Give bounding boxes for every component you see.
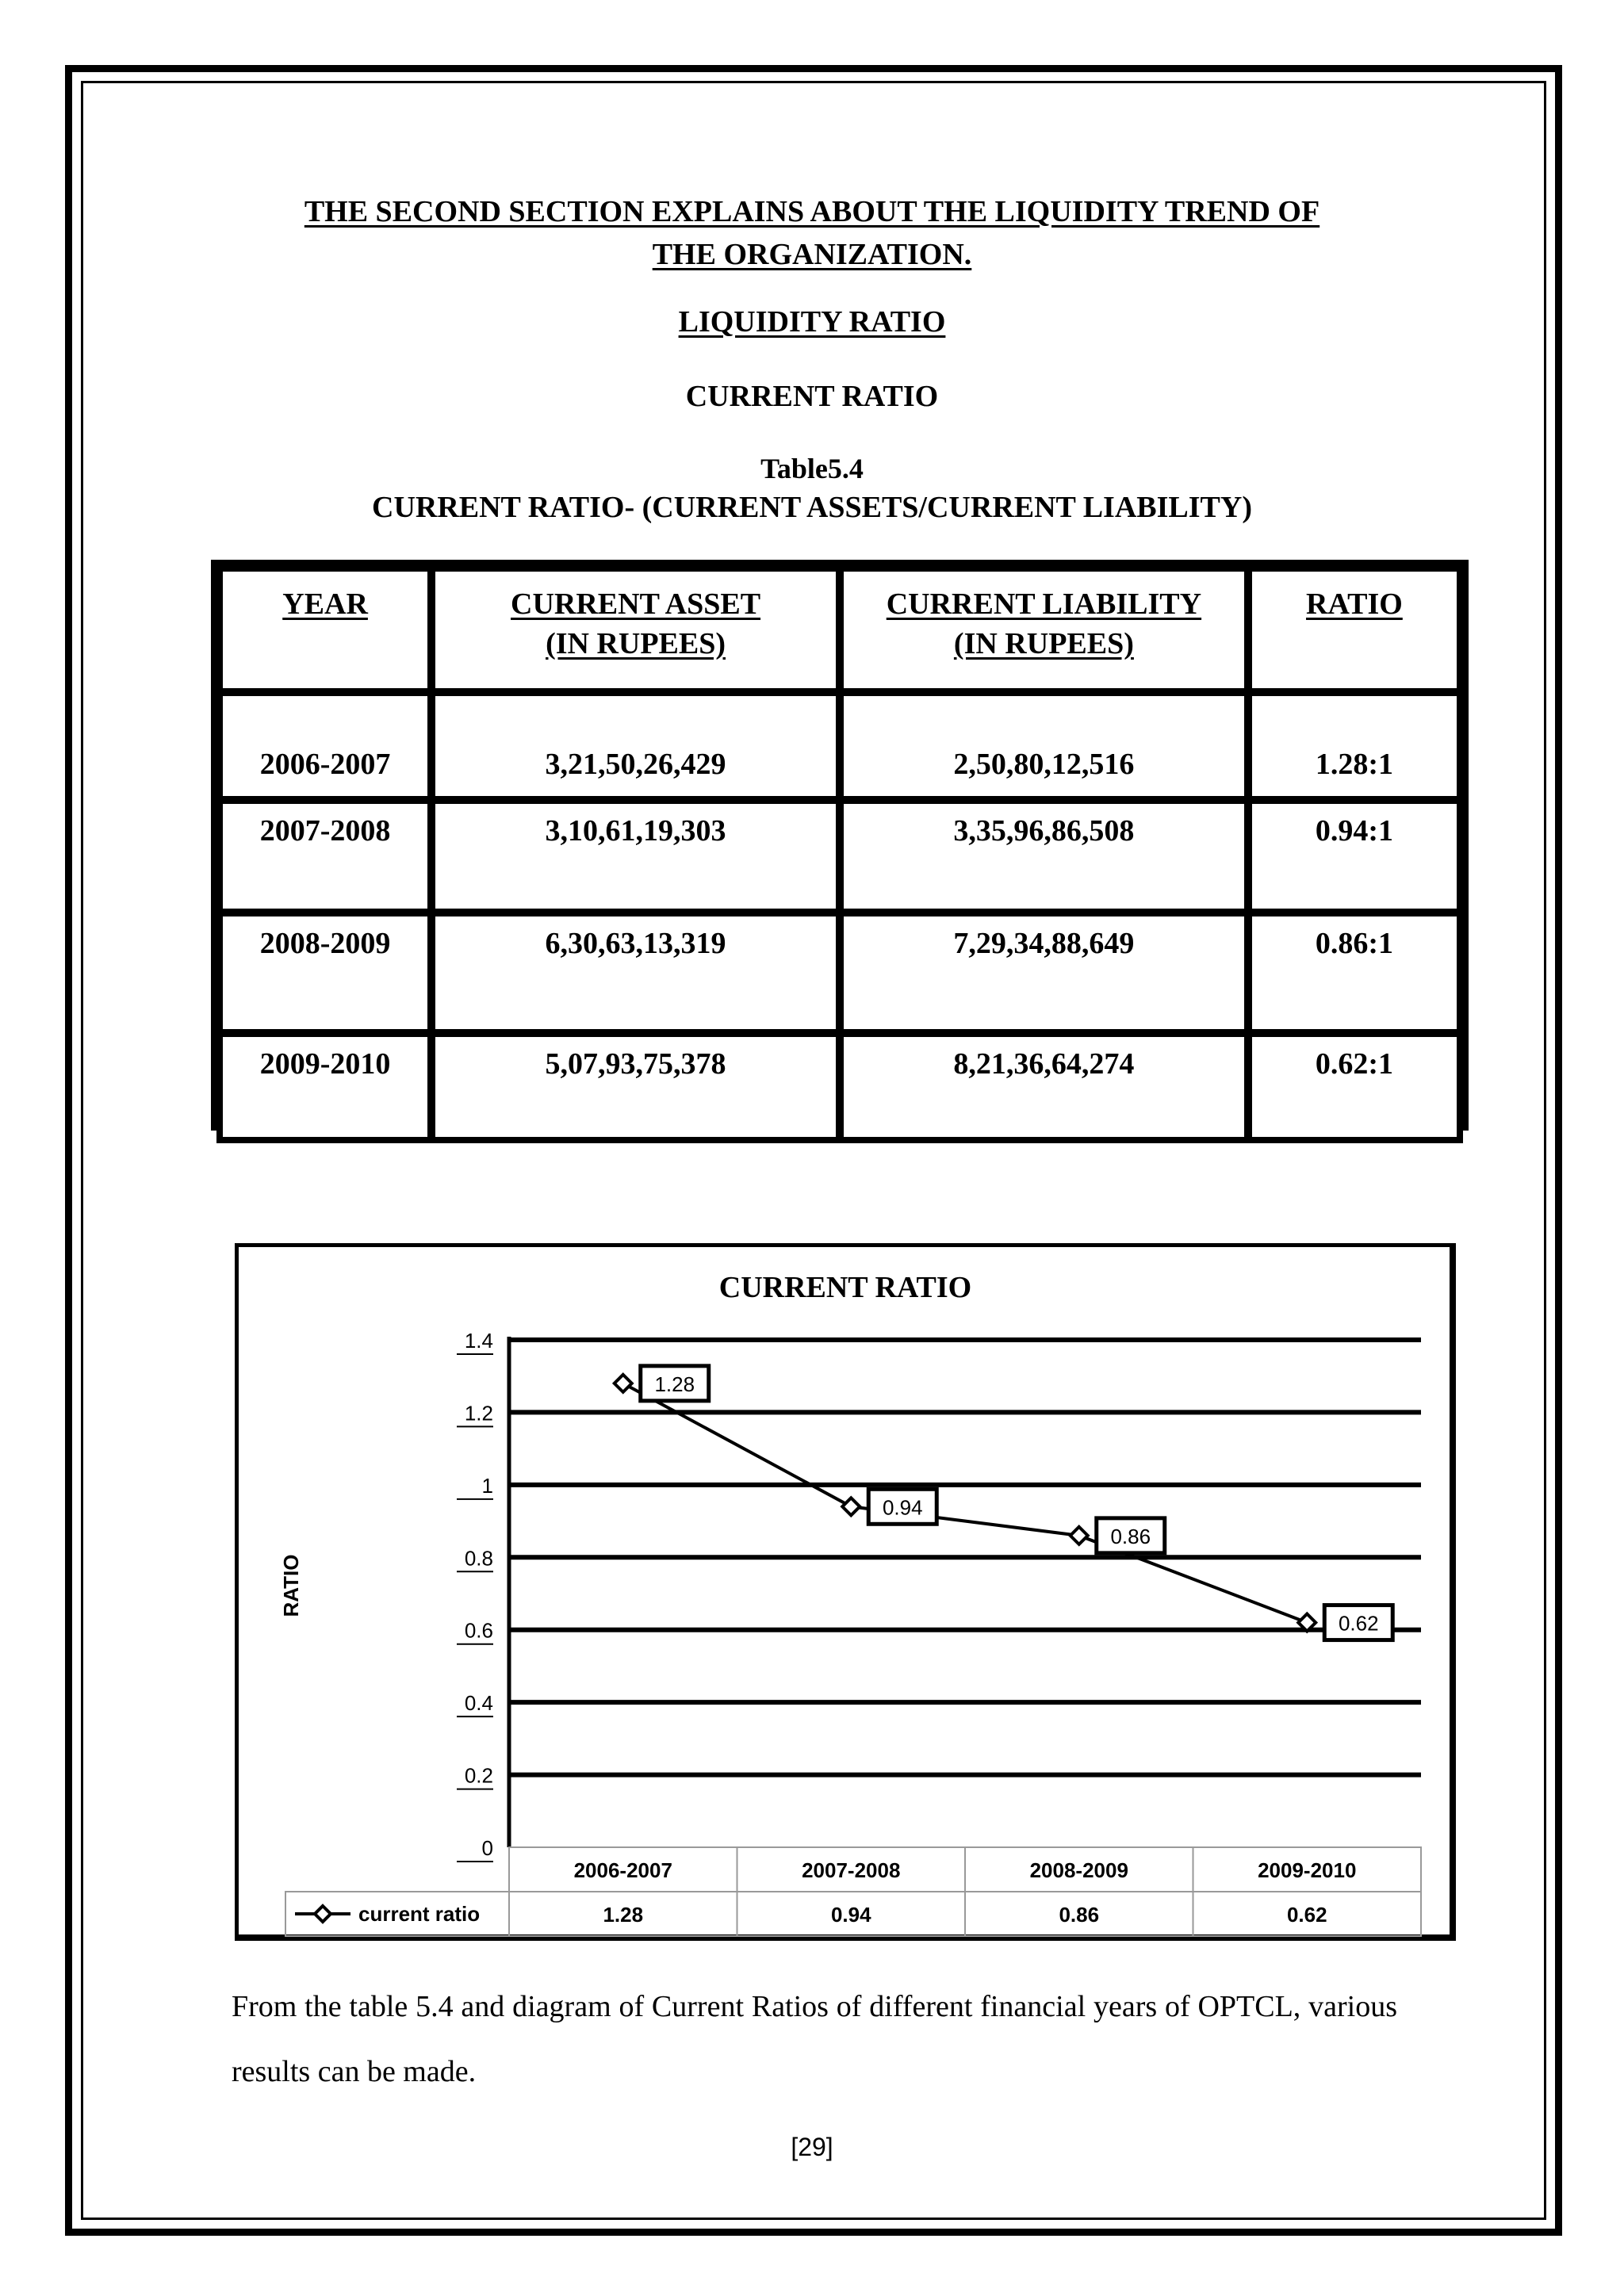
series-line-current-ratio <box>623 1383 1308 1623</box>
cell-asset: 5,07,93,75,378 <box>434 1035 837 1138</box>
cell-asset: 3,10,61,19,303 <box>434 802 837 910</box>
body-paragraph: From the table 5.4 and diagram of Current Ratios of different financial years of OPTCL, various results can be made. <box>232 1990 1397 2088</box>
table-row <box>221 1035 1458 1138</box>
cell-year: 2007-2008 <box>221 802 429 910</box>
cell-year: 2006-2007 <box>221 695 429 798</box>
section-title <box>0 190 1624 276</box>
y-tick-label: 0 <box>481 1836 493 1860</box>
current-ratio-table <box>211 560 1469 1131</box>
data-table-value: 0.62 <box>1286 1903 1327 1927</box>
page-number: [29] <box>791 2133 833 2161</box>
cell-liability: 7,29,34,88,649 <box>842 915 1246 1031</box>
table-caption: CURRENT RATIO- (CURRENT ASSETS/CURRENT LIABILITY) <box>372 491 1252 524</box>
header-current-liability: CURRENT LIABILITY (IN RUPEES) <box>842 570 1246 690</box>
cell-asset: 6,30,63,13,319 <box>434 915 837 1031</box>
section-title-line2: THE ORGANIZATION. <box>652 238 972 271</box>
table-number: Table5.4 <box>760 453 864 484</box>
cell-year: 2008-2009 <box>221 915 429 1031</box>
data-label: 1.28 <box>654 1372 695 1396</box>
x-tick-label: 2008-2009 <box>1029 1858 1128 1882</box>
y-tick-label: 1.2 <box>464 1401 493 1425</box>
data-table-value: 0.94 <box>830 1903 871 1927</box>
cell-ratio: 0.62:1 <box>1251 1035 1458 1138</box>
data-point-marker <box>615 1375 632 1392</box>
table-row <box>221 695 1458 798</box>
section-title-line1: THE SECOND SECTION EXPLAINS ABOUT THE LIQUIDITY TREND OF <box>304 195 1320 228</box>
y-axis-label: RATIO <box>279 1554 303 1617</box>
current-ratio-chart <box>235 1243 1456 1941</box>
data-label: 0.62 <box>1338 1611 1379 1636</box>
y-tick-label: 0.4 <box>464 1691 493 1716</box>
cell-liability: 3,35,96,86,508 <box>842 802 1246 910</box>
legend-marker <box>315 1906 331 1922</box>
current-ratio-heading: CURRENT RATIO <box>685 380 939 413</box>
data-point-marker <box>1071 1527 1088 1544</box>
cell-liability: 8,21,36,64,274 <box>842 1035 1246 1138</box>
y-tick-label: 1 <box>481 1473 493 1498</box>
cell-asset: 3,21,50,26,429 <box>434 695 837 798</box>
table-row <box>221 802 1458 910</box>
y-tick-label: 0.8 <box>464 1546 493 1571</box>
x-tick-label: 2007-2008 <box>802 1858 901 1882</box>
data-table <box>216 565 1463 1143</box>
data-table-value: 1.28 <box>603 1903 644 1927</box>
data-point-marker <box>842 1498 860 1515</box>
y-tick-label: 1.4 <box>464 1329 493 1353</box>
cell-ratio: 1.28:1 <box>1251 695 1458 798</box>
cell-year: 2009-2010 <box>221 1035 429 1138</box>
cell-ratio: 0.94:1 <box>1251 802 1458 910</box>
header-year: YEAR <box>221 570 429 690</box>
header-current-asset: CURRENT ASSET (IN RUPEES) <box>434 570 837 690</box>
data-label: 0.86 <box>1110 1524 1151 1548</box>
x-tick-label: 2006-2007 <box>573 1858 672 1882</box>
header-ratio: RATIO <box>1251 570 1458 690</box>
cell-ratio: 0.86:1 <box>1251 915 1458 1031</box>
chart-title: CURRENT RATIO <box>718 1271 972 1304</box>
legend-label: current ratio <box>358 1902 481 1926</box>
cell-liability: 2,50,80,12,516 <box>842 695 1246 798</box>
y-tick-label: 0.6 <box>464 1618 493 1643</box>
y-tick-label: 0.2 <box>464 1763 493 1788</box>
table-header-row <box>221 570 1458 690</box>
data-table-value: 0.86 <box>1059 1903 1100 1927</box>
liquidity-ratio-heading: LIQUIDITY RATIO <box>678 305 946 339</box>
table-row <box>221 915 1458 1031</box>
data-label: 0.94 <box>882 1495 923 1520</box>
x-tick-label: 2009-2010 <box>1258 1858 1357 1882</box>
